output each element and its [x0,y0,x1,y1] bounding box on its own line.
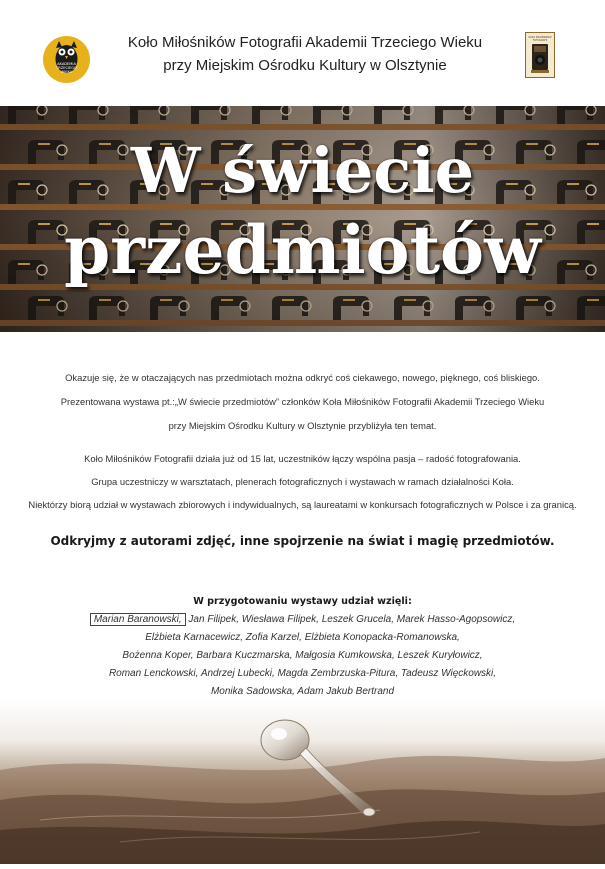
footer-photo [0,700,605,864]
exhibition-title-line2: przedmiotów [64,211,541,289]
participant-name-highlighted: Marian Baranowski, [90,613,186,626]
participants-line1-rest: Jan Filipek, Wiesława Filipek, Leszek Grucela, Marek Hasso-Agopsowicz, [185,614,516,625]
exhibition-title-line1: W świecie [130,134,475,207]
organization-title [100,31,510,77]
call-to-action: Odkryjmy z autorami zdjęć, inne spojrzenie na świat i magię przedmiotów. [50,534,555,548]
about-line3: Niektórzy biorą udział w wystawach zbiorowych i indywidualnych, są laureatami w konkursach fotograficznych w Polsce i za granicą. [28,499,577,510]
organization-title-line2: przy Miejskim Ośrodku Kultury w Olsztynie [163,57,447,74]
logo-text-line3: WIEKU [60,70,73,74]
participants-list [0,611,605,701]
intro-line1: Okazuje się, że w otaczających nas przedmiotach można odkryć coś ciekawego, nowego, pięknego, coś bliskiego. [65,372,540,383]
about-line1: Koło Miłośników Fotografii działa już od 15 lat, uczestników łączy wspólna pasja – radość fotografowania. [84,453,521,464]
hero-banner [0,106,605,332]
academy-owl-logo [43,36,90,83]
participants-heading: W przygotowaniu wystawy udział wzięli: [193,596,412,607]
participants-line2: Elżbieta Karnacewicz, Zofia Karzel, Elżbieta Konopacka-Romanowska, [145,632,460,643]
participants-line4: Roman Lenckowski, Andrzej Lubecki, Magda Zembrzuska-Pitura, Tadeusz Więckowski, [108,668,497,679]
participants-line5: Monika Sadowska, Adam Jakub Bertrand [210,686,395,697]
intro-line3: przy Miejskim Ośrodku Kultury w Olsztynie przybliżyła ten temat. [168,420,437,431]
photo-club-logo [525,32,555,78]
club-logo-text-line2: FOTOGRAFII [532,39,548,42]
club-logo-text-line1: KOŁO MIŁOŚNIKÓW [528,36,552,39]
organization-title-line1: Koło Miłośników Fotografii Akademii Trzeciego Wieku [127,34,483,51]
intro-paragraph [20,366,585,438]
glass-object-on-fabric-photo [0,700,605,864]
logo-text-line2: TRZECIEGO [56,66,77,70]
intro-line2: Prezentowana wystawa pt.:„W świecie przedmiotów” członków Koła Miłośników Fotografii Akademii Trzeciego Wieku [60,396,545,407]
about-paragraph [20,447,585,516]
logo-text-line1: AKADEMIA [57,62,76,66]
owl-icon [43,36,90,83]
camera-icon [526,33,554,77]
about-line2: Grupa uczestniczy w warsztatach, plenerach fotograficznych i wystawach w ramach działalności Koła. [91,476,514,487]
participants-line3: Bożenna Koper, Barbara Kuczmarska, Małgosia Kumkowska, Leszek Kuryłowicz, [122,650,483,661]
header [0,0,605,105]
participants-line1 [0,611,605,629]
